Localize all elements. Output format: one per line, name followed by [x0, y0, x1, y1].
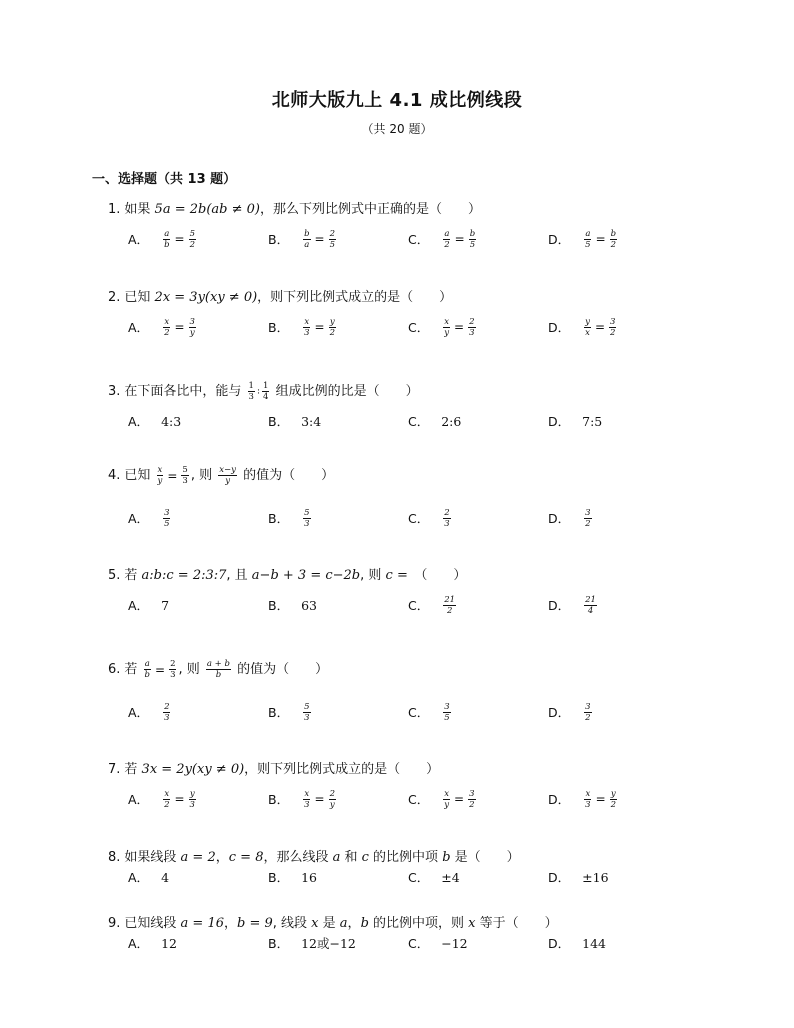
math-expression: c	[361, 850, 369, 865]
option-label: A．	[128, 598, 150, 613]
option-d	[548, 408, 602, 434]
question-4	[108, 464, 334, 486]
option-b	[268, 699, 313, 725]
option-label: A．	[128, 232, 150, 247]
option-c	[408, 930, 468, 956]
stem-text: , 则	[360, 568, 386, 583]
given-fraction-2: $\frac{5}{3}$	[182, 465, 188, 486]
stem-text: , 则	[190, 468, 217, 483]
option-value: 12	[301, 935, 317, 951]
option-d	[548, 592, 599, 618]
option-fraction: $\frac{a}{b}$	[164, 228, 170, 250]
option-label: D．	[548, 598, 571, 613]
option-label: C．	[408, 320, 430, 335]
option-label: C．	[408, 705, 430, 720]
option-c	[408, 786, 478, 812]
equals-sign: =	[314, 232, 325, 246]
equals-sign: =	[454, 792, 465, 806]
stem-text: 的值为（ ）	[238, 468, 335, 483]
option-c	[408, 226, 478, 252]
option-label: B．	[268, 936, 290, 951]
math-expression: a = 16	[180, 916, 224, 931]
ratio-separator: :	[256, 386, 261, 397]
stem-text: ，	[347, 916, 361, 931]
math-expression: 3x = 2y(xy ≠ 0)	[141, 762, 245, 777]
option-label: A．	[128, 792, 150, 807]
option-fraction: $\frac{2}{5}$	[329, 228, 336, 250]
stem-text: ，	[215, 850, 229, 865]
math-expression: a = 2	[180, 850, 216, 865]
option-fraction: $\frac{y}{2}$	[329, 316, 335, 338]
math-expression: c = 8	[228, 850, 264, 865]
option-b	[268, 786, 338, 812]
option-b	[268, 226, 338, 252]
ratio-fraction-a: $\frac{1}{3}$	[248, 381, 254, 402]
stem-text: 如果	[124, 202, 155, 217]
option-fraction: $\frac{2}{3}$	[444, 507, 450, 529]
option-c	[408, 505, 453, 531]
expression-fraction: $\frac{a + b}{b}$	[206, 659, 230, 680]
option-label: C．	[408, 598, 430, 613]
math-expression: x	[311, 916, 319, 931]
stem-text: 的比例中项	[368, 850, 443, 865]
equals-sign: =	[174, 320, 185, 334]
option-a	[128, 505, 172, 531]
equals-sign: =	[454, 232, 465, 246]
options-q2	[128, 314, 688, 340]
math-expression: c =	[385, 568, 408, 583]
stem-text: 若	[124, 568, 142, 583]
option-label: B．	[268, 598, 290, 613]
option-value: 2:6	[441, 413, 462, 429]
option-value: 7:5	[582, 413, 603, 429]
equals-sign: =	[167, 468, 178, 483]
option-d	[548, 699, 594, 725]
option-label: A．	[128, 320, 150, 335]
question-number: 3.	[108, 384, 121, 399]
option-fraction: $\frac{3}{2}$	[585, 701, 591, 723]
expression-fraction: $\frac{x-y}{y}$	[219, 465, 236, 486]
question-number: 6.	[108, 662, 121, 677]
option-label: B．	[268, 414, 290, 429]
stem-text: , 且	[226, 568, 252, 583]
options-q6	[128, 699, 688, 725]
question-number: 2.	[108, 290, 121, 305]
options-q3	[128, 408, 688, 434]
ratio-fraction-b: $\frac{1}{4}$	[263, 381, 269, 402]
math-expression: a	[339, 916, 348, 931]
option-fraction: $\frac{x}{y}$	[444, 316, 450, 338]
question-number: 1.	[108, 202, 121, 217]
option-label: A．	[128, 414, 150, 429]
option-fraction: $\frac{x}{3}$	[585, 788, 591, 810]
option-label: A．	[128, 870, 150, 885]
option-b	[268, 505, 313, 531]
option-label: D．	[548, 511, 571, 526]
option-fraction: $\frac{b}{5}$	[469, 228, 476, 250]
question-number: 4.	[108, 468, 121, 483]
equals-sign: =	[594, 320, 606, 334]
options-q8	[128, 864, 688, 890]
math-expression: a−b + 3 = c−2b	[251, 568, 361, 583]
option-value: 3:4	[301, 413, 322, 429]
option-label: C．	[408, 511, 430, 526]
option-c	[408, 864, 460, 890]
stem-text: 若	[124, 762, 142, 777]
option-c	[408, 314, 478, 340]
option-label: D．	[548, 232, 571, 247]
option-b	[268, 864, 317, 890]
option-a	[128, 699, 172, 725]
options-q1	[128, 226, 688, 252]
stem-text: 如果线段	[124, 850, 181, 865]
document-title: 北师大版九上 4.1 成比例线段	[271, 90, 523, 111]
option-d	[548, 930, 606, 956]
math-expression: b = 9	[237, 916, 273, 931]
option-fraction: $\frac{3}{2}$	[610, 316, 616, 338]
option-value: 4:3	[161, 413, 182, 429]
question-9	[108, 912, 558, 931]
option-label: B．	[268, 870, 290, 885]
option-value: 7	[161, 597, 170, 613]
section-heading: 一、选择题（共 13 题）	[92, 172, 237, 187]
stem-text: 在下面各比中，能与	[124, 384, 246, 399]
stem-text: 已知	[124, 468, 155, 483]
math-expression: b	[360, 916, 369, 931]
option-label: D．	[548, 705, 571, 720]
option-value: 12	[161, 935, 177, 951]
equals-sign: =	[454, 320, 465, 334]
options-q9	[128, 930, 688, 956]
stem-text: ，则下列比例式成立的是（ ）	[244, 762, 440, 777]
stem-text: ，	[224, 916, 238, 931]
stem-text: 已知线段	[124, 916, 181, 931]
option-connector: 或	[316, 936, 330, 951]
option-c	[408, 408, 461, 434]
option-label: C．	[408, 936, 430, 951]
stem-text: , 则	[178, 662, 204, 677]
option-fraction: $\frac{3}{y}$	[189, 316, 195, 338]
options-q7	[128, 786, 688, 812]
question-6	[108, 658, 328, 680]
option-fraction: $\frac{3}{5}$	[164, 507, 170, 529]
stem-text: ，那么线段	[263, 850, 333, 865]
option-label: B．	[268, 705, 290, 720]
option-c	[408, 699, 453, 725]
option-label: B．	[268, 511, 290, 526]
question-number: 5.	[108, 568, 121, 583]
question-2	[108, 286, 452, 305]
option-label: D．	[548, 870, 571, 885]
option-label: C．	[408, 792, 430, 807]
stem-text: 组成比例的比是（ ）	[275, 384, 419, 399]
option-fraction: $\frac{3}{5}$	[444, 701, 450, 723]
option-a	[128, 408, 181, 434]
option-fraction: $\frac{x}{y}$	[444, 788, 450, 810]
question-1	[108, 198, 481, 217]
given-fraction-1: $\frac{x}{y}$	[157, 465, 163, 486]
option-fraction: $\frac{b}{2}$	[610, 228, 617, 250]
stem-text: 若	[124, 662, 142, 677]
option-fraction: $\frac{x}{2}$	[164, 788, 170, 810]
option-label: D．	[548, 320, 571, 335]
option-fraction: $\frac{y}{x}$	[585, 316, 590, 338]
option-fraction: $\frac{3}{2}$	[585, 507, 591, 529]
option-d	[548, 864, 609, 890]
option-fraction: $\frac{2}{3}$	[164, 701, 170, 723]
option-label: D．	[548, 792, 571, 807]
option-value: 144	[582, 935, 606, 951]
option-fraction: $\frac{5}{2}$	[189, 228, 195, 250]
stem-text: ，则下列比例式成立的是（ ）	[257, 290, 453, 305]
given-fraction-1: $\frac{a}{b}$	[144, 659, 150, 680]
option-label: A．	[128, 936, 150, 951]
option-a	[128, 226, 198, 252]
option-d	[548, 314, 618, 340]
option-value: −12	[441, 935, 468, 951]
question-3	[108, 380, 419, 402]
equals-sign: =	[314, 320, 325, 334]
option-d	[548, 226, 619, 252]
option-label: B．	[268, 232, 290, 247]
option-value: ±16	[582, 869, 609, 885]
option-value: ±4	[441, 869, 460, 885]
option-label: C．	[408, 870, 430, 885]
option-b	[268, 314, 338, 340]
option-label: B．	[268, 320, 290, 335]
math-expression: a:b:c = 2:3:7	[141, 568, 227, 583]
option-fraction: $\frac{b}{a}$	[304, 228, 310, 250]
stem-text: 和	[340, 850, 362, 865]
math-expression: a	[332, 850, 341, 865]
option-a	[128, 786, 198, 812]
stem-text: ，那么下列比例式中正确的是（ ）	[259, 202, 481, 217]
option-fraction: $\frac{x}{3}$	[304, 316, 310, 338]
option-fraction: $\frac{5}{3}$	[304, 701, 310, 723]
option-b	[268, 592, 317, 618]
equals-sign: =	[174, 232, 185, 246]
option-fraction: $\frac{21}{4}$	[585, 594, 596, 616]
option-value: 16	[301, 869, 317, 885]
option-label: A．	[128, 705, 150, 720]
question-7	[108, 758, 439, 777]
option-label: C．	[408, 414, 430, 429]
option-value: 63	[301, 597, 317, 613]
option-a	[128, 930, 177, 956]
question-number: 7.	[108, 762, 121, 777]
question-8	[108, 846, 520, 865]
stem-text: （ ）	[407, 568, 467, 583]
stem-text: 是（ ）	[450, 850, 520, 865]
option-a	[128, 314, 198, 340]
option-d	[548, 786, 619, 812]
option-c	[408, 592, 458, 618]
stem-text: 已知	[124, 290, 155, 305]
option-a	[128, 864, 169, 890]
equals-sign: =	[595, 792, 606, 806]
stem-text: 等于（ ）	[475, 916, 558, 931]
option-label: B．	[268, 792, 290, 807]
option-label: A．	[128, 511, 150, 526]
option-value: −12	[329, 935, 356, 951]
option-a	[128, 592, 169, 618]
given-fraction-2: $\frac{2}{3}$	[170, 659, 176, 680]
options-q5	[128, 592, 688, 618]
option-fraction: $\frac{x}{2}$	[164, 316, 170, 338]
option-fraction: $\frac{x}{3}$	[304, 788, 310, 810]
option-fraction: $\frac{y}{2}$	[610, 788, 617, 810]
option-fraction: $\frac{2}{3}$	[469, 316, 475, 338]
option-fraction: $\frac{2}{y}$	[329, 788, 335, 810]
stem-text: , 线段	[272, 916, 312, 931]
stem-text: 的比例中项，则	[368, 916, 469, 931]
option-fraction: $\frac{5}{3}$	[304, 507, 310, 529]
equals-sign: =	[174, 792, 185, 806]
stem-text: 是	[318, 916, 340, 931]
option-d	[548, 505, 594, 531]
equals-sign: =	[595, 232, 606, 246]
question-number: 9.	[108, 916, 121, 931]
option-fraction: $\frac{21}{2}$	[444, 594, 456, 616]
math-expression: 2x = 3y(xy ≠ 0)	[154, 290, 258, 305]
equals-sign: =	[155, 662, 166, 677]
option-b	[268, 408, 321, 434]
stem-text: 的值为（ ）	[232, 662, 329, 677]
equals-sign: =	[314, 792, 325, 806]
option-b	[268, 930, 356, 956]
math-expression: x	[468, 916, 476, 931]
math-expression: 5a = 2b(ab ≠ 0)	[154, 202, 260, 217]
option-label: D．	[548, 414, 571, 429]
option-label: C．	[408, 232, 430, 247]
option-value: 4	[161, 869, 170, 885]
options-q4	[128, 505, 688, 531]
question-5	[108, 564, 466, 583]
option-fraction: $\frac{3}{2}$	[469, 788, 475, 810]
math-expression: b	[442, 850, 451, 865]
option-label: D．	[548, 936, 571, 951]
option-fraction: $\frac{a}{5}$	[585, 228, 591, 250]
option-fraction: $\frac{a}{2}$	[444, 228, 450, 250]
document-subtitle: （共 20 题）	[361, 122, 433, 136]
option-fraction: $\frac{y}{3}$	[189, 788, 195, 810]
question-number: 8.	[108, 850, 121, 865]
